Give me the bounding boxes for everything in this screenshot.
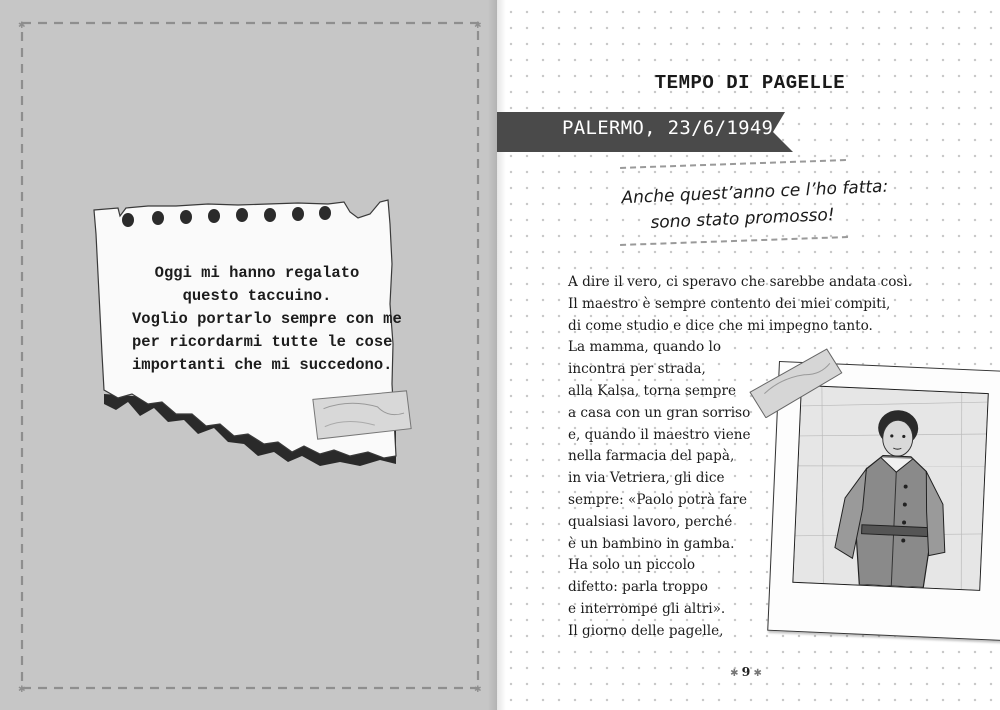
svg-text:✱: ✱	[474, 685, 482, 695]
body-line: di come studio e dice che mi impegno tanto.	[568, 317, 873, 334]
body-line: alla Kalsa, torna sempre	[568, 382, 737, 399]
body-line: difetto: parla troppo	[568, 579, 708, 596]
note-line: Voglio portarlo sempre con me	[132, 310, 402, 328]
banner-text: PALERMO, 23/6/1949	[562, 117, 774, 139]
body-line: è un bambino in gamba.	[568, 535, 735, 552]
handwritten-quote	[621, 175, 889, 237]
body-line: Il giorno delle pagelle,	[568, 622, 724, 639]
note-text	[132, 262, 402, 377]
body-line: Il maestro è sempre contento dei miei compiti,	[568, 295, 891, 312]
body-line: A dire il vero, ci speravo che sarebbe andata così.	[568, 274, 913, 290]
svg-text:✱: ✱	[474, 21, 482, 31]
book-gutter	[488, 0, 506, 710]
svg-text:✱: ✱	[18, 21, 26, 31]
body-line: e interrompe gli altri».	[568, 600, 726, 617]
body-line: e, quando il maestro viene	[568, 426, 751, 443]
chapter-title: TEMPO DI PAGELLE	[654, 72, 846, 94]
note-line: importanti che mi succedono.	[132, 356, 393, 374]
star-ornament-icon: ✱	[730, 668, 742, 679]
svg-text:✱: ✱	[18, 685, 26, 695]
note-line: questo taccuino.	[182, 287, 332, 305]
note-line: Oggi mi hanno regalato	[154, 264, 360, 282]
body-line: sempre: «Paolo potrà fare	[568, 491, 748, 508]
tape-icon	[745, 348, 845, 418]
body-line: La mamma, quando lo	[568, 339, 722, 356]
body-line: Ha solo un piccolo	[568, 557, 696, 574]
body-line: a casa con un gran sorriso	[568, 404, 751, 421]
note-line: per ricordarmi tutte le cose	[132, 333, 393, 351]
quote-line: sono stato promosso!	[650, 204, 836, 233]
star-ornament-icon: ✱	[750, 668, 762, 679]
body-line: incontra per strada,	[568, 361, 706, 378]
page-number	[706, 664, 786, 679]
page-number-value: 9	[741, 664, 751, 679]
body-line: in via Vetriera, gli dice	[568, 470, 725, 487]
body-line: nella farmacia del papà,	[568, 448, 735, 465]
tape-icon	[313, 391, 412, 440]
body-line: qualsiasi lavoro, perché	[568, 513, 733, 530]
quote-line: Anche quest’anno ce l’ho fatta:	[621, 176, 889, 209]
